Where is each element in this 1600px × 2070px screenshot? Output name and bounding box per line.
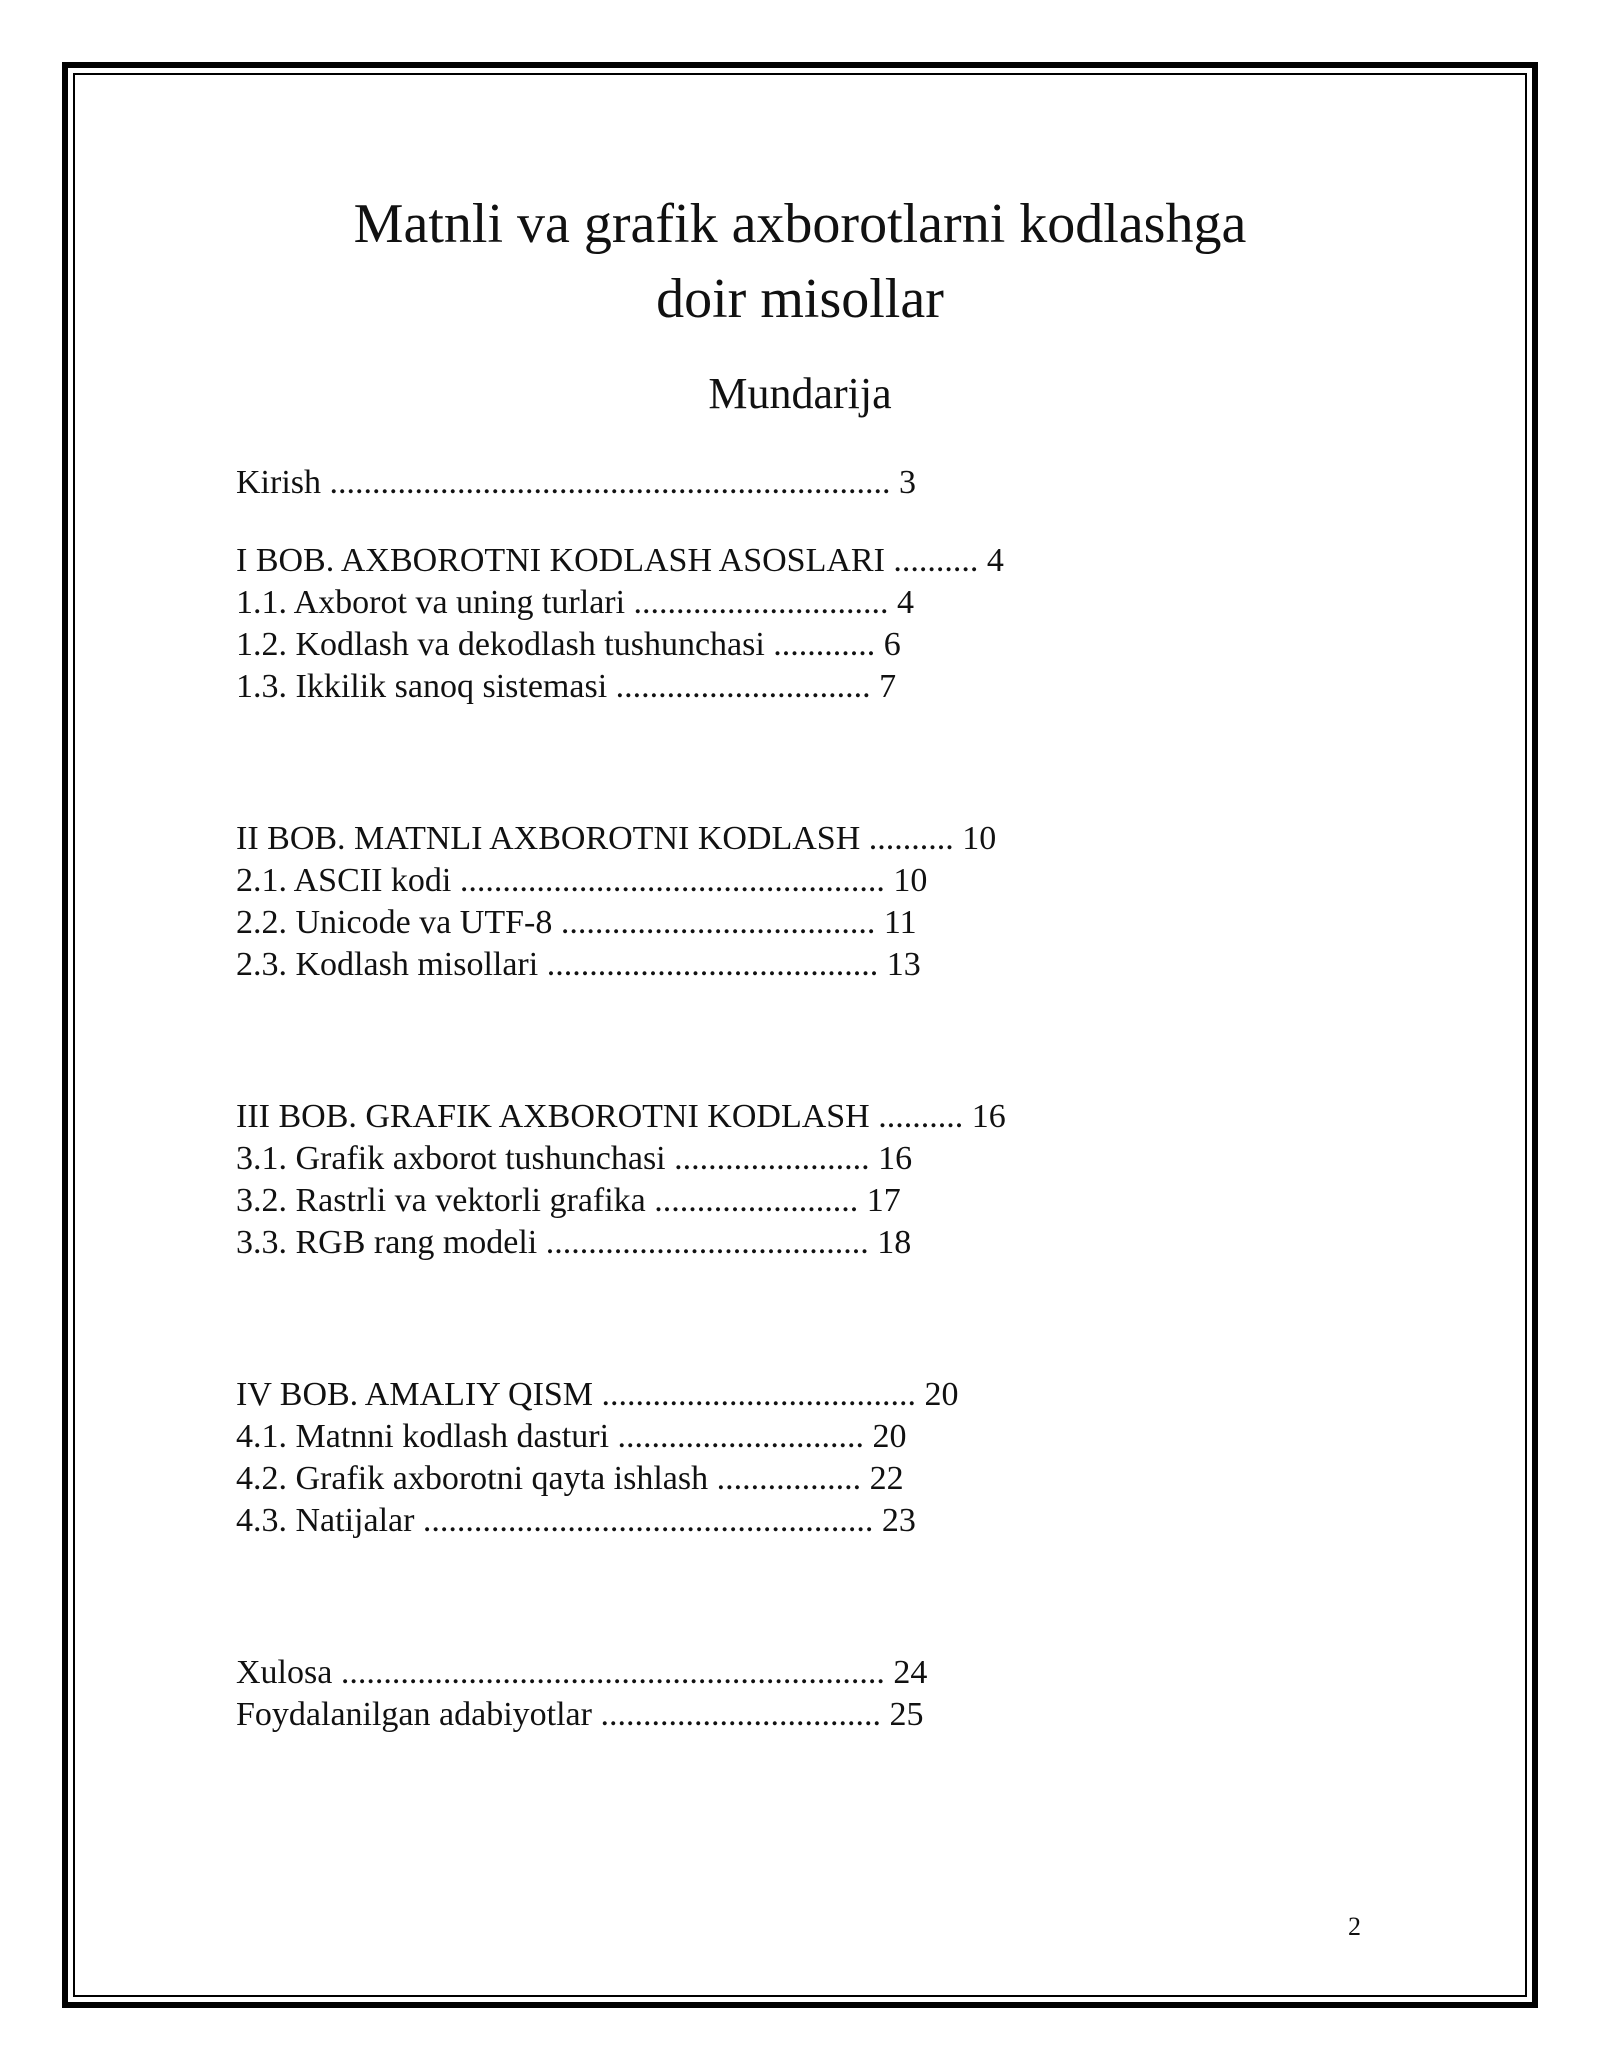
toc-spacer	[236, 708, 1336, 818]
toc-section-4-1: 4.1. Matnni kodlash dasturi ............................. 20	[236, 1418, 907, 1455]
toc-chapter-3-heading: III BOB. GRAFIK AXBOROTNI KODLASH .......... 16	[236, 1098, 1006, 1135]
toc-section-4-3: 4.3. Natijalar ..................................................... 23	[236, 1502, 916, 1539]
contents-heading: Mundarija	[708, 369, 892, 418]
toc-spacer	[236, 986, 1336, 1096]
toc-chapter-1-heading: I BOB. AXBOROTNI KODLASH ASOSLARI .......... 4	[236, 542, 1004, 579]
toc-section-1-2: 1.2. Kodlash va dekodlash tushunchasi ............ 6	[236, 626, 901, 663]
toc-section-2-2: 2.2. Unicode va UTF-8 ..................................... 11	[236, 904, 917, 941]
toc-references: Foydalanilgan adabiyotlar ................................. 25	[236, 1696, 924, 1733]
toc-chapter-2-heading: II BOB. MATNLI AXBOROTNI KODLASH .......... 10	[236, 820, 997, 857]
toc-section-1-1: 1.1. Axborot va uning turlari .............................. 4	[236, 584, 915, 621]
toc-section-1-3: 1.3. Ikkilik sanoq sistemasi .............................. 7	[236, 668, 897, 705]
document-title-line-1: Matnli va grafik axborotlarni kodlashga	[353, 193, 1247, 255]
table-of-contents	[236, 462, 1336, 1736]
toc-section-3-1: 3.1. Grafik axborot tushunchasi ....................... 16	[236, 1140, 913, 1177]
toc-spacer	[236, 1264, 1336, 1374]
document-title	[0, 187, 1600, 337]
toc-chapter-4-heading: IV BOB. AMALIY QISM ..................................... 20	[236, 1376, 959, 1413]
toc-section-2-3: 2.3. Kodlash misollari ....................................... 13	[236, 946, 921, 983]
toc-section-3-2: 3.2. Rastrli va vektorli grafika ........................ 17	[236, 1182, 901, 1219]
toc-spacer	[236, 1542, 1336, 1652]
toc-section-3-3: 3.3. RGB rang modeli ...................................... 18	[236, 1224, 912, 1261]
toc-section-2-1: 2.1. ASCII kodi .................................................. 10	[236, 862, 928, 899]
toc-section-4-2: 4.2. Grafik axborotni qayta ishlash ................. 22	[236, 1460, 904, 1497]
page-number: 2	[1348, 1912, 1361, 1941]
toc-spacer	[236, 504, 1336, 540]
toc-conclusion: Xulosa ................................................................ 24	[236, 1654, 928, 1691]
toc-intro: Kirish .................................................................. 3	[236, 464, 916, 501]
document-title-line-2: doir misollar	[656, 268, 944, 330]
